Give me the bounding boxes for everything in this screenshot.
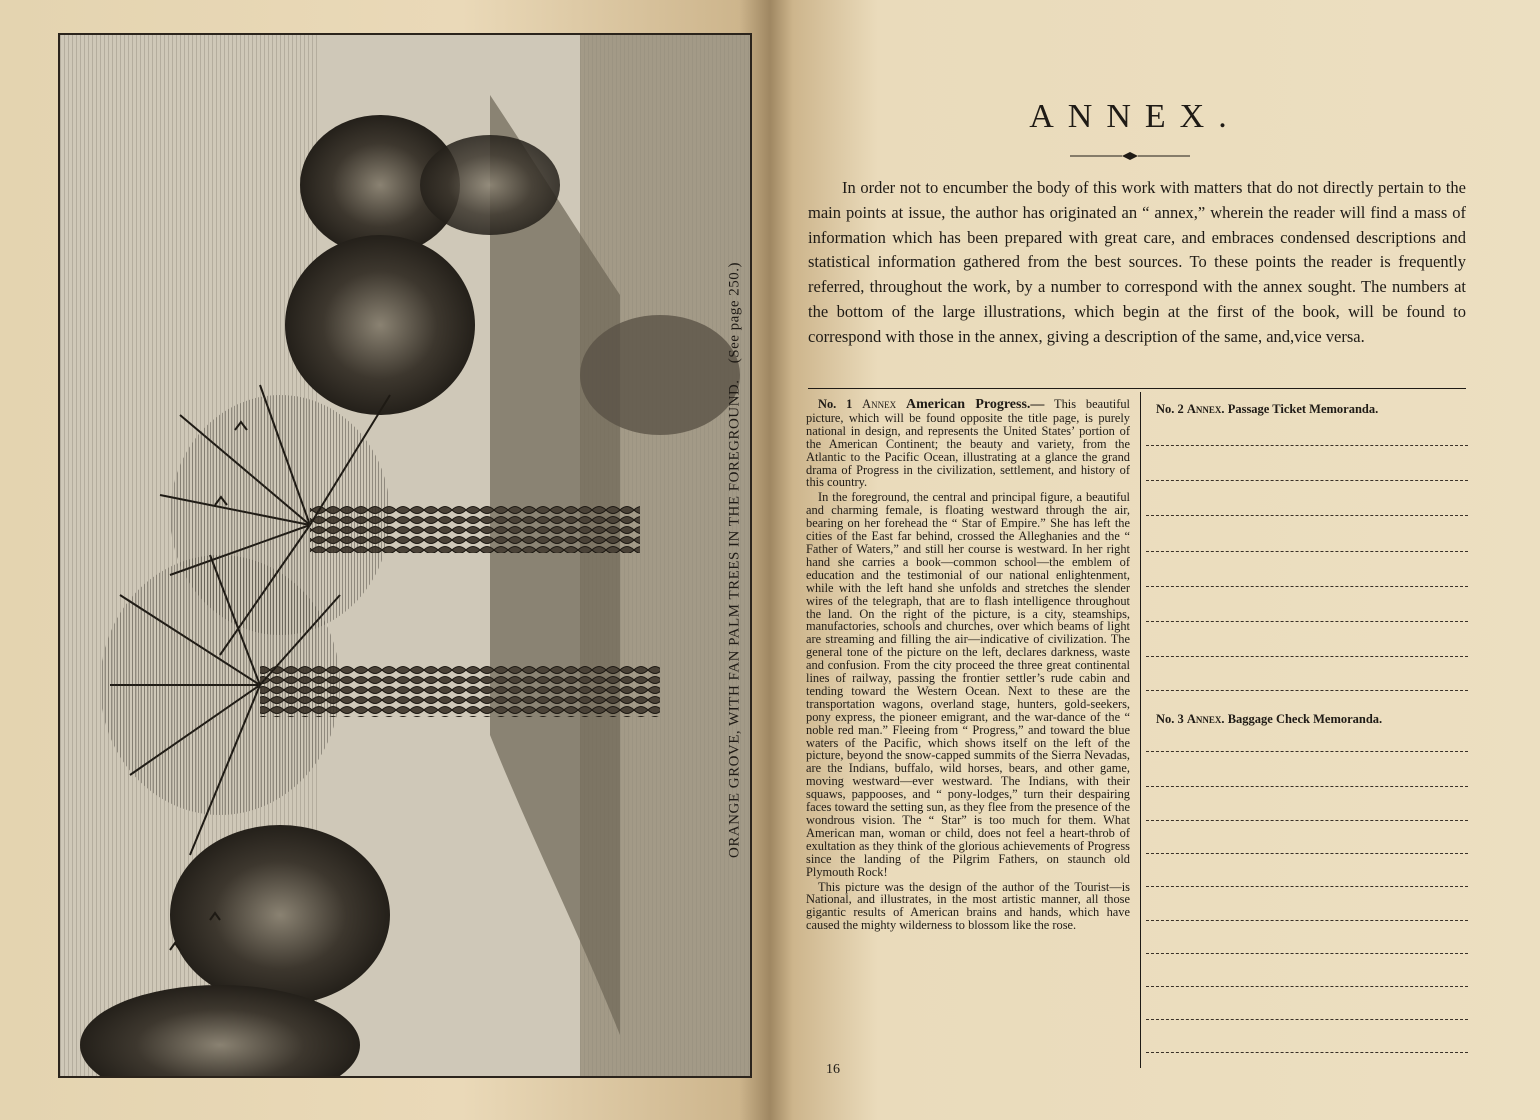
memo-line[interactable] (1146, 621, 1468, 622)
engraving-plate (58, 33, 752, 1078)
annex-1-number: No. 1 (818, 397, 853, 411)
annex-1-paragraph-3: This picture was the design of the author of the Tourist—is National, and illustrates, in the most artistic manner, all those gigantic results of American brains and hands, which have caused the mighty wilderness to blossom like the rose. (806, 879, 1130, 933)
memo-line[interactable] (1146, 515, 1468, 516)
annex-1-title: American Progress.— (905, 397, 1045, 412)
memo-line[interactable] (1146, 986, 1468, 987)
annex-3-heading (1156, 712, 1470, 727)
annex-2-title: Passage Ticket Memoranda. (1227, 402, 1379, 416)
annex-2-heading (1156, 402, 1470, 417)
divider-ornament-icon (1070, 151, 1190, 161)
annex-2-label: Annex. (1186, 402, 1225, 416)
memo-line[interactable] (1146, 953, 1468, 954)
memo-line[interactable] (1146, 551, 1468, 552)
annex-1-text-1: This beautiful picture, which will be found opposite the title page, is purely national in design, and represents the United States’ portion of the American Continent; the beauty and variety, from the Atlantic to the Pacific Ocean, illustrating at a glance the grand drama of Progress in the civilization, settlement, and history of this country. (806, 397, 1130, 490)
memo-line[interactable] (1146, 690, 1468, 691)
annex-2-number: No. 2 (1156, 402, 1184, 416)
annex-1-column (806, 398, 1130, 934)
column-divider (1140, 392, 1141, 1068)
memo-line[interactable] (1146, 445, 1468, 446)
annex-1-paragraph-1 (806, 398, 1130, 489)
memo-line[interactable] (1146, 820, 1468, 821)
page-number: 16 (826, 1062, 840, 1077)
orange-grove-engraving (60, 35, 752, 1078)
annex-3-number: No. 3 (1156, 712, 1184, 726)
annex-intro-paragraph: In order not to encumber the body of this work with matters that do not directly pertain to the main points at issue, the author has originated an “ annex,” wherein the reader will find a mass of information which has been prepared with great care, and embraces condensed descriptions and statistical information gathered from the best sources. To these points the reader is frequently referred, throughout the work, by a number to correspond with the annex sought. The numbers at the bottom of the large illustrations, which begin at the first of the book, will be found to correspond with those in the annex, giving a description of the same, and,vice versa. (808, 178, 1466, 346)
memo-line[interactable] (1146, 853, 1468, 854)
caption-text: ORANGE GROVE, WITH FAN PALM TREES IN THE FOREGROUND. (726, 379, 743, 858)
memo-line[interactable] (1146, 1019, 1468, 1020)
annex-1-paragraph-2: In the foreground, the central and principal figure, a beautiful and charming female, is floating westward through the air, bearing on her forehead the “ Star of Empire.” She has left the cities of the East far behind, crossed the Alleghanies and the “ Father of Waters,” and still her course is westward. In her right hand she carries a book—common school—the emblem of education and the testimonial of our national enlightenment, while with the left hand she unfolds and stretches the slender wires of the telegraph, that are to flash intelligence throughout the land. On the right of the picture, is a city, steamships, manufactories, schools and churches, over which beams of light are streaming and filling the air—indicative of civilization. The general tone of the picture on the left, declares darkness, waste and confusion. From the city proceed the three great continental lines of railway, passing the frontier settler’s rude cabin and tending toward the Western Ocean. Next to these are the transportation wagons, overland stage, hunters, gold-seekers, pony express, the pioneer emigrant, and the war-dance of the “ noble red man.” Fleeing from “ Progress,” and toward the blue waters of the Pacific, which shows itself on the left of the picture, beyond the snow-capped summits of the Sierra Nevadas, are the Indians, buffalo, wild horses, bears, and other game, moving westward—ever westward. The Indians, with their squaws, pappooses, and “ pony-lodges,” turn their despairing faces toward the setting sun, as they flee from the presence of the wondrous vision. The “ Star” is too much for them. What American man, woman or child, does not feel a heart-throb of exultation as they think of the glorious achievements of Progress since the landing of the Pilgrim Fathers, on staunch old Plymouth Rock! (806, 490, 1130, 879)
memo-line[interactable] (1146, 480, 1468, 481)
memo-line[interactable] (1146, 1052, 1468, 1053)
memo-line[interactable] (1146, 656, 1468, 657)
annex-3-title: Baggage Check Memoranda. (1227, 712, 1383, 726)
annex-heading: ANNEX. (1029, 98, 1241, 135)
memo-line[interactable] (1146, 751, 1468, 752)
plate-caption (727, 262, 744, 858)
annex-3-label: Annex. (1186, 712, 1225, 726)
annex-1-label: Annex (862, 397, 897, 411)
caption-page-ref: (See page 250.) (726, 262, 743, 364)
memo-line[interactable] (1146, 786, 1468, 787)
memo-line[interactable] (1146, 586, 1468, 587)
memo-line[interactable] (1146, 920, 1468, 921)
memo-line[interactable] (1146, 886, 1468, 887)
section-rule (808, 388, 1466, 389)
